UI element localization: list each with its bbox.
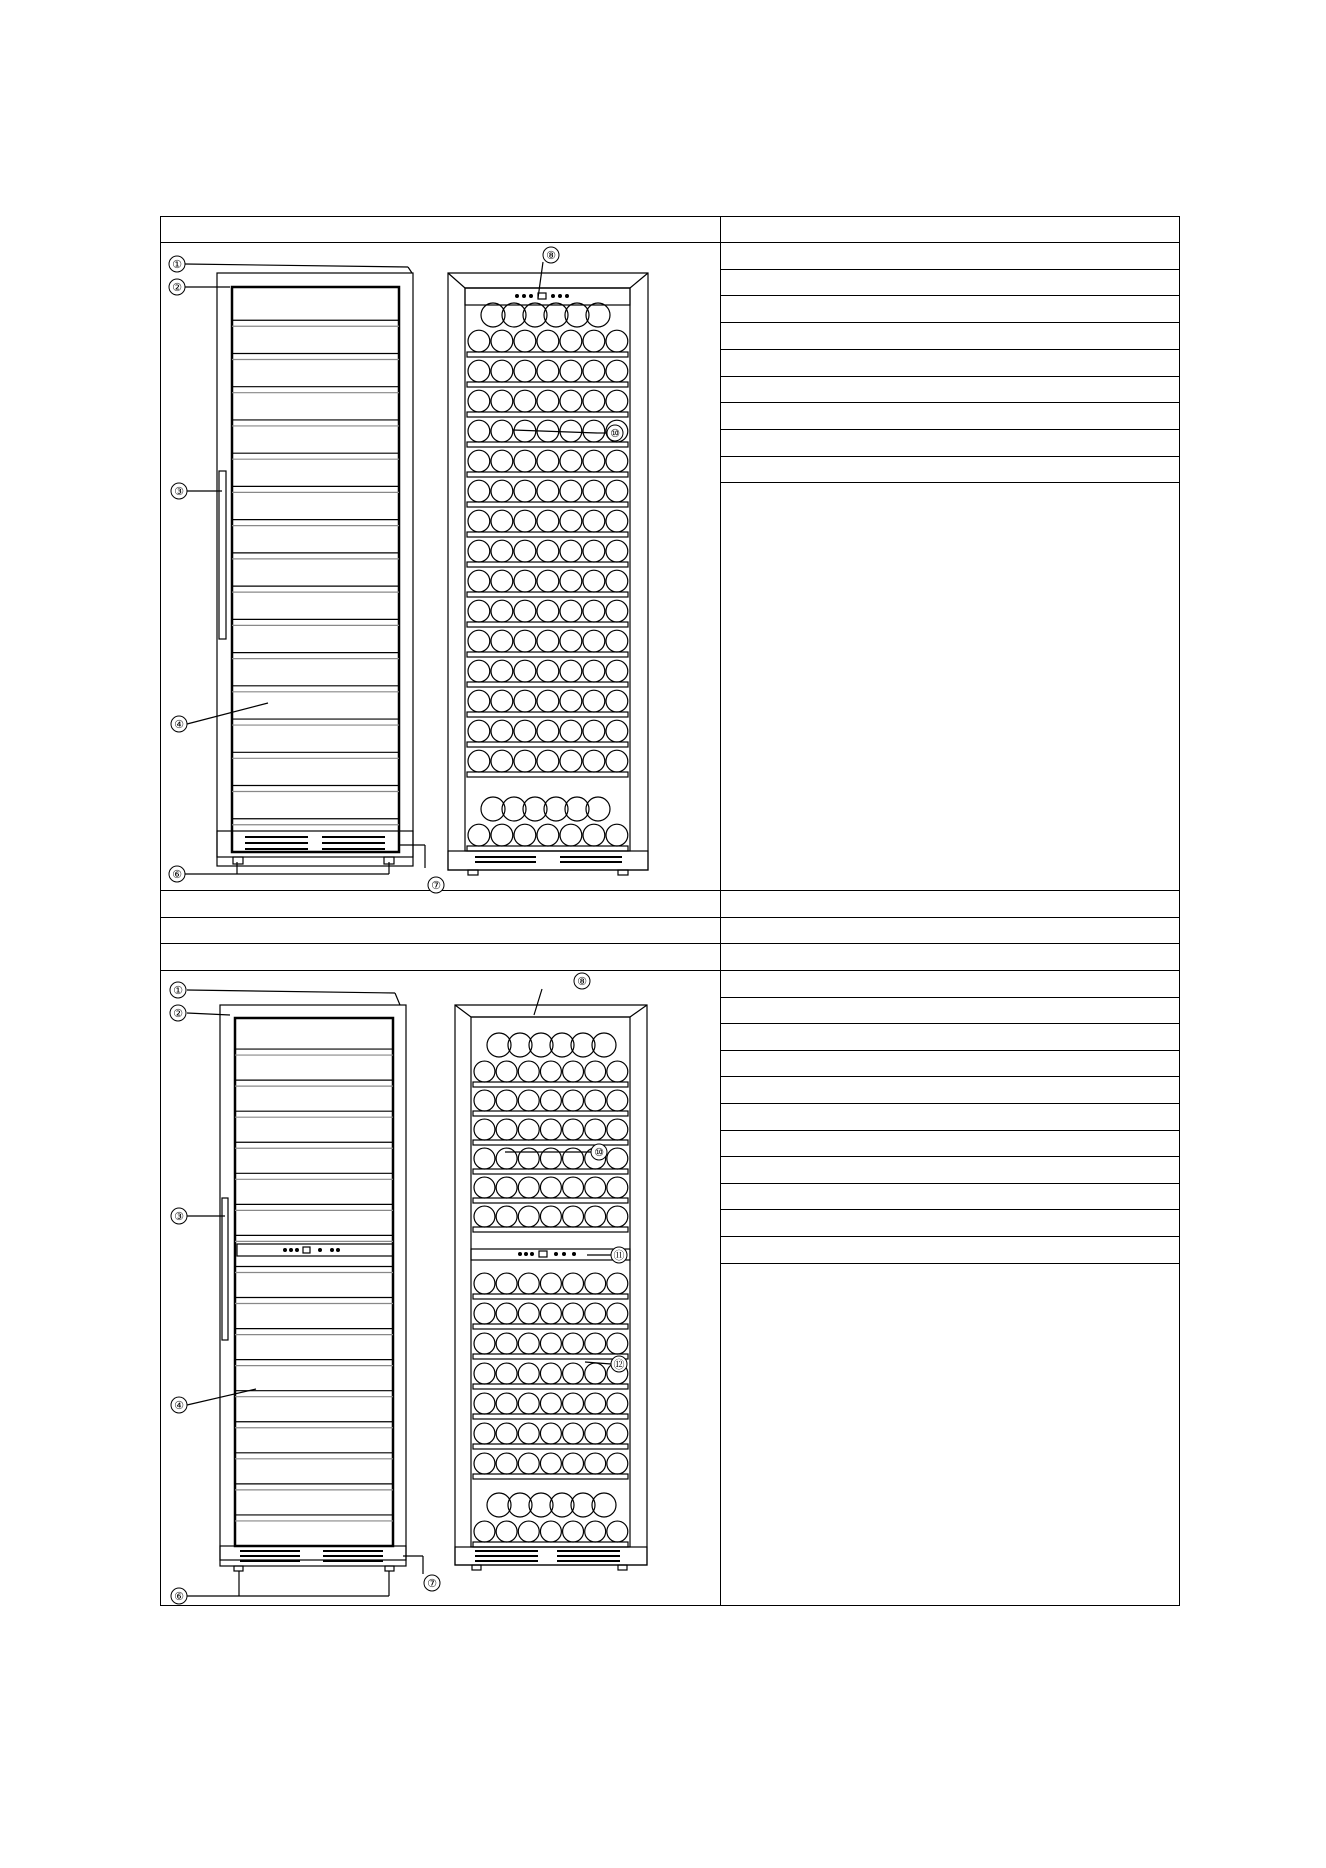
wine-shelf: [467, 712, 628, 717]
bottle: [514, 360, 536, 382]
callout-number: ④: [174, 1399, 184, 1412]
bottle: [585, 1423, 606, 1444]
spec-row-divider: [720, 295, 1180, 296]
bottle: [468, 824, 490, 846]
bottle: [606, 540, 628, 562]
door-handle: [219, 471, 226, 639]
bottle: [606, 750, 628, 772]
callout-labels: [169, 247, 623, 893]
wine-shelf: [473, 1198, 628, 1203]
bottle: [468, 420, 490, 442]
bottle: [518, 1521, 539, 1542]
bottle: [474, 1393, 495, 1414]
bottle: [540, 1393, 561, 1414]
bottle: [468, 690, 490, 712]
bottle: [491, 690, 513, 712]
bottle: [491, 420, 513, 442]
bottle: [583, 824, 605, 846]
bottle: [537, 630, 559, 652]
bottle: [583, 750, 605, 772]
callout-number: ①: [173, 984, 183, 997]
bottle: [585, 1333, 606, 1354]
bottle: [537, 510, 559, 532]
bottle: [607, 1333, 628, 1354]
bottle: [560, 390, 582, 412]
bottle: [491, 390, 513, 412]
bottle: [514, 330, 536, 352]
bottle: [496, 1119, 517, 1140]
door-frame: [220, 1005, 406, 1560]
column-divider: [720, 216, 721, 1606]
bottle: [514, 450, 536, 472]
callout-number: ⑥: [174, 1590, 184, 1603]
bottle: [606, 360, 628, 382]
door-glass: [232, 287, 399, 852]
bottle: [468, 750, 490, 772]
bottle: [560, 600, 582, 622]
bottle: [537, 450, 559, 472]
spec-row-divider: [720, 1023, 1180, 1024]
wine-shelf: [473, 1384, 628, 1389]
table-row-divider: [160, 917, 1180, 918]
bottle: [491, 540, 513, 562]
bottle: [560, 570, 582, 592]
bottle: [491, 360, 513, 382]
bottle: [540, 1148, 561, 1169]
wine-shelf: [473, 1354, 628, 1359]
bottle: [496, 1453, 517, 1474]
bottle: [537, 360, 559, 382]
wine-shelf: [467, 846, 628, 851]
wine-shelf: [467, 742, 628, 747]
bottle: [491, 480, 513, 502]
bottle: [540, 1333, 561, 1354]
wine-shelf: [467, 352, 628, 357]
bottle: [518, 1148, 539, 1169]
bottle: [491, 824, 513, 846]
callout-number: ⑪: [613, 1249, 625, 1262]
bottle: [540, 1453, 561, 1474]
bottle: [606, 630, 628, 652]
bottle: [583, 630, 605, 652]
bottle: [606, 510, 628, 532]
spec-row-divider: [720, 1130, 1180, 1131]
bottle: [514, 390, 536, 412]
bottle: [540, 1521, 561, 1542]
bottle: [514, 540, 536, 562]
bottle: [563, 1453, 584, 1474]
bottle: [585, 1453, 606, 1474]
bottle: [468, 390, 490, 412]
bottle: [514, 824, 536, 846]
cabinet-body: [448, 273, 648, 870]
wine-shelf: [473, 1082, 628, 1087]
table-row-divider: [160, 970, 1180, 971]
bottle: [514, 570, 536, 592]
bottle: [563, 1119, 584, 1140]
wine-shelf: [473, 1140, 628, 1145]
bottle: [583, 480, 605, 502]
bottle: [468, 720, 490, 742]
bottle: [585, 1177, 606, 1198]
bottle: [496, 1303, 517, 1324]
bottle: [560, 360, 582, 382]
bottle: [563, 1423, 584, 1444]
bottle: [606, 480, 628, 502]
callout-number: ⑦: [431, 879, 441, 892]
bottle: [537, 660, 559, 682]
spec-row-divider: [720, 997, 1180, 998]
bottle: [496, 1393, 517, 1414]
callout-number: ⑫: [613, 1358, 625, 1371]
bottle: [563, 1393, 584, 1414]
bottle: [560, 660, 582, 682]
bottle: [540, 1273, 561, 1294]
bottle: [583, 420, 605, 442]
bottle: [518, 1090, 539, 1111]
bottle: [585, 1206, 606, 1227]
bottle: [606, 660, 628, 682]
bottle: [496, 1273, 517, 1294]
bottle: [607, 1453, 628, 1474]
bottle: [474, 1090, 495, 1111]
bottle: [607, 1090, 628, 1111]
bottle: [560, 420, 582, 442]
bottle: [518, 1206, 539, 1227]
bottle: [474, 1303, 495, 1324]
bottle: [491, 630, 513, 652]
spec-row-divider: [720, 322, 1180, 323]
spec-row-divider: [720, 349, 1180, 350]
door-glass: [235, 1018, 393, 1546]
bottle: [560, 330, 582, 352]
bottle: [496, 1090, 517, 1111]
wine-shelf: [473, 1414, 628, 1419]
bottle: [468, 450, 490, 472]
wine-shelf: [467, 412, 628, 417]
bottle: [518, 1119, 539, 1140]
bottle: [537, 540, 559, 562]
spec-row-divider: [720, 1103, 1180, 1104]
bottle: [491, 750, 513, 772]
bottle: [537, 570, 559, 592]
bottle: [537, 720, 559, 742]
bottle: [563, 1521, 584, 1542]
bottle: [540, 1206, 561, 1227]
bottle: [537, 690, 559, 712]
bottle: [606, 824, 628, 846]
callout-labels: [170, 973, 627, 1604]
bottle: [514, 660, 536, 682]
bottle: [474, 1061, 495, 1082]
bottle: [606, 690, 628, 712]
wine-shelf: [473, 1294, 628, 1299]
wine-shelf: [473, 1111, 628, 1116]
bottle: [585, 1303, 606, 1324]
spec-row-divider: [720, 482, 1180, 483]
bottle: [540, 1423, 561, 1444]
bottle: [481, 797, 505, 821]
bottle: [583, 360, 605, 382]
bottle: [496, 1363, 517, 1384]
callout-number: ⑧: [546, 249, 556, 262]
bottle: [607, 1303, 628, 1324]
bottle: [474, 1423, 495, 1444]
bottle: [491, 720, 513, 742]
bottle: [468, 630, 490, 652]
bottle: [607, 1148, 628, 1169]
bottle: [563, 1273, 584, 1294]
door-handle: [222, 1198, 228, 1340]
bottle: [560, 824, 582, 846]
callout-number: ⑦: [427, 1577, 437, 1590]
bottle: [583, 720, 605, 742]
bottle: [474, 1363, 495, 1384]
bottle: [496, 1061, 517, 1082]
callout-number: ①: [172, 258, 182, 271]
bottle: [474, 1119, 495, 1140]
bottle: [514, 600, 536, 622]
spec-row-divider: [720, 376, 1180, 377]
bottle: [607, 1273, 628, 1294]
callout-number: ③: [174, 485, 184, 498]
bottle: [496, 1423, 517, 1444]
bottle: [583, 390, 605, 412]
bottle: [474, 1177, 495, 1198]
dual-zone-cabinet-figure: [160, 973, 720, 1605]
bottle: [496, 1521, 517, 1542]
wine-shelf: [473, 1324, 628, 1329]
bottle: [560, 630, 582, 652]
bottle: [583, 570, 605, 592]
bottle: [540, 1303, 561, 1324]
bottle: [583, 330, 605, 352]
bottle: [496, 1148, 517, 1169]
bottle: [481, 303, 505, 327]
wine-shelf: [467, 442, 628, 447]
bottle: [606, 570, 628, 592]
bottle: [474, 1206, 495, 1227]
bottle: [518, 1061, 539, 1082]
spec-row-divider: [720, 269, 1180, 270]
bottle: [585, 1521, 606, 1542]
bottle: [585, 1061, 606, 1082]
bottle: [518, 1423, 539, 1444]
callout-number: ②: [173, 1007, 183, 1020]
bottle: [474, 1453, 495, 1474]
bottle: [518, 1453, 539, 1474]
bottle: [491, 330, 513, 352]
bottle: [607, 1206, 628, 1227]
bottle: [585, 1363, 606, 1384]
bottle: [585, 1393, 606, 1414]
bottle: [563, 1303, 584, 1324]
bottle: [491, 570, 513, 592]
bottle: [518, 1363, 539, 1384]
bottle: [606, 720, 628, 742]
bottle: [537, 480, 559, 502]
bottle: [563, 1333, 584, 1354]
bottle: [468, 330, 490, 352]
table-row-divider: [160, 943, 1180, 944]
bottle: [540, 1177, 561, 1198]
bottle: [468, 570, 490, 592]
bottle: [518, 1393, 539, 1414]
bottle: [560, 510, 582, 532]
wine-shelf: [467, 682, 628, 687]
bottle: [518, 1273, 539, 1294]
spec-row-divider: [720, 1076, 1180, 1077]
spec-row-divider: [720, 429, 1180, 430]
callout-number: ⑧: [577, 975, 587, 988]
bottle: [537, 330, 559, 352]
bottle: [537, 390, 559, 412]
callout-number: ⑥: [172, 868, 182, 881]
bottle: [518, 1177, 539, 1198]
spec-row-divider: [720, 1236, 1180, 1237]
bottle: [540, 1119, 561, 1140]
wine-shelf: [467, 532, 628, 537]
bottle: [496, 1206, 517, 1227]
bottle: [583, 510, 605, 532]
bottle: [583, 690, 605, 712]
spec-row-divider: [720, 1263, 1180, 1264]
bottle: [606, 450, 628, 472]
bottle: [583, 600, 605, 622]
bottle: [607, 1423, 628, 1444]
bottle: [560, 540, 582, 562]
spec-row-divider: [720, 1156, 1180, 1157]
bottle: [491, 600, 513, 622]
control-panel: [465, 288, 630, 305]
door-frame: [217, 273, 413, 866]
bottle: [540, 1061, 561, 1082]
single-zone-cabinet-figure: [160, 240, 720, 905]
bottle: [607, 1521, 628, 1542]
wine-shelf: [467, 772, 628, 777]
bottle: [468, 510, 490, 532]
bottle: [491, 450, 513, 472]
bottle: [468, 660, 490, 682]
bottle: [514, 750, 536, 772]
bottle: [514, 480, 536, 502]
bottle: [518, 1303, 539, 1324]
bottle: [560, 750, 582, 772]
bottle: [560, 720, 582, 742]
bottle: [563, 1363, 584, 1384]
bottle: [607, 1119, 628, 1140]
spec-row-divider: [720, 1050, 1180, 1051]
bottle: [563, 1177, 584, 1198]
wine-shelf: [473, 1474, 628, 1479]
bottle: [474, 1148, 495, 1169]
spec-row-divider: [720, 1183, 1180, 1184]
bottle: [537, 600, 559, 622]
bottle: [606, 600, 628, 622]
bottle: [585, 1090, 606, 1111]
wine-shelf: [467, 382, 628, 387]
bottle: [606, 330, 628, 352]
bottle: [563, 1206, 584, 1227]
bottle: [468, 360, 490, 382]
bottle: [468, 540, 490, 562]
wine-shelf: [473, 1169, 628, 1174]
bottle: [563, 1061, 584, 1082]
bottle: [540, 1090, 561, 1111]
bottle: [540, 1363, 561, 1384]
bottle: [583, 450, 605, 472]
bottle: [560, 690, 582, 712]
wine-shelf: [467, 622, 628, 627]
bottle: [606, 390, 628, 412]
bottle: [607, 1061, 628, 1082]
bottle: [607, 1393, 628, 1414]
bottle: [496, 1333, 517, 1354]
bottle: [468, 600, 490, 622]
bottle: [583, 540, 605, 562]
callout-number: ③: [174, 1210, 184, 1223]
bottle: [537, 824, 559, 846]
bottle: [487, 1493, 511, 1517]
bottle: [537, 750, 559, 772]
bottle: [560, 450, 582, 472]
spec-row-divider: [720, 402, 1180, 403]
bottle: [563, 1090, 584, 1111]
bottle: [487, 1033, 511, 1057]
bottle: [585, 1119, 606, 1140]
bottle: [514, 510, 536, 532]
wine-shelf: [473, 1444, 628, 1449]
bottle: [585, 1273, 606, 1294]
bottle: [474, 1273, 495, 1294]
bottle: [563, 1148, 584, 1169]
callout-number: ②: [172, 281, 182, 294]
spec-row-divider: [720, 1209, 1180, 1210]
bottle: [607, 1177, 628, 1198]
wine-shelf: [467, 562, 628, 567]
callout-number: ⑩: [610, 427, 620, 440]
wine-shelf: [467, 502, 628, 507]
bottle: [468, 480, 490, 502]
wine-shelf: [467, 472, 628, 477]
wine-shelf: [467, 592, 628, 597]
spec-row-divider: [720, 456, 1180, 457]
cabinet-base: [448, 851, 648, 870]
bottle: [491, 510, 513, 532]
bottle: [518, 1333, 539, 1354]
door-control-panel: [237, 1244, 393, 1256]
bottle: [514, 690, 536, 712]
bottle: [583, 660, 605, 682]
callout-number: ④: [174, 718, 184, 731]
callout-number: ⑩: [594, 1146, 604, 1159]
bottle: [514, 720, 536, 742]
wine-shelf: [467, 652, 628, 657]
wine-shelf: [473, 1542, 628, 1547]
bottle: [496, 1177, 517, 1198]
bottle: [514, 630, 536, 652]
bottle: [474, 1333, 495, 1354]
cabinet-body: [455, 1005, 647, 1565]
bottle: [491, 660, 513, 682]
wine-shelf: [473, 1227, 628, 1232]
bottle: [560, 480, 582, 502]
bottle: [474, 1521, 495, 1542]
